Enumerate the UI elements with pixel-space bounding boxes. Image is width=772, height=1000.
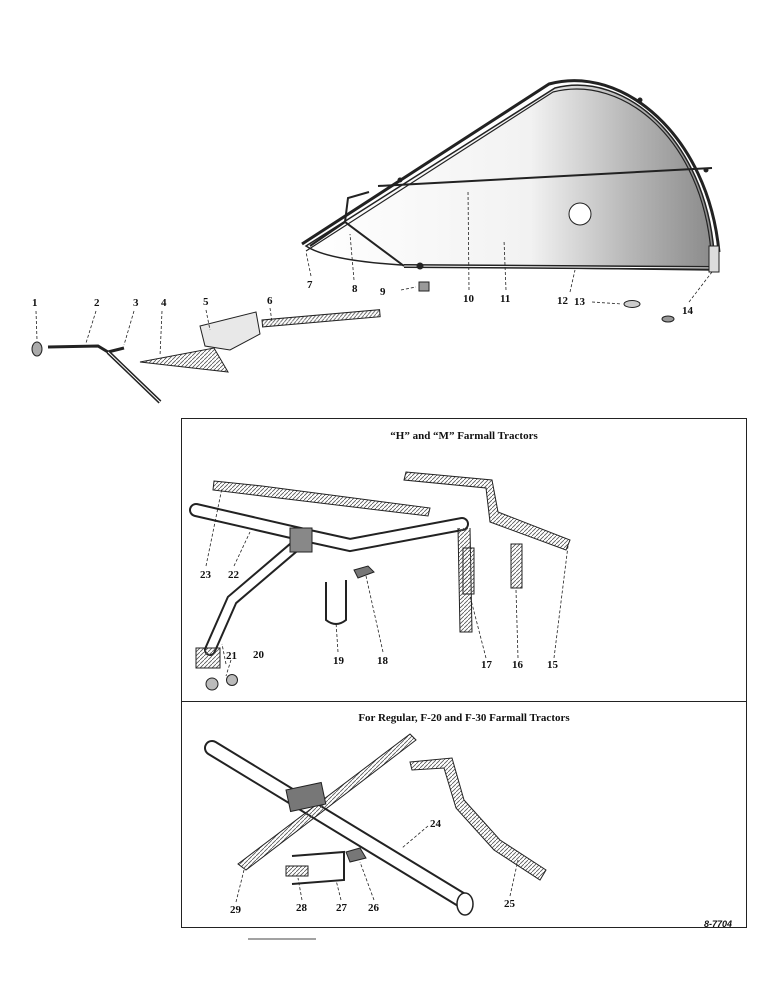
callout-10: 10 [463, 293, 474, 305]
callout-28: 28 [296, 902, 307, 914]
callout-26: 26 [368, 902, 379, 914]
divider-rod-part-6 [262, 310, 380, 327]
bolt-part-9 [419, 282, 429, 291]
callout-24: 24 [430, 818, 441, 830]
callout-29: 29 [230, 904, 241, 916]
callout-22: 22 [228, 569, 239, 581]
callout-11: 11 [500, 293, 511, 305]
callout-3: 3 [133, 297, 139, 309]
lever-parts [32, 310, 380, 402]
panel-title-hm: “H” and “M” Farmall Tractors [390, 430, 538, 442]
callout-23: 23 [200, 569, 211, 581]
callout-15: 15 [547, 659, 558, 671]
panel-title-regular: For Regular, F-20 and F-30 Farmall Tractors [358, 712, 570, 724]
callout-12: 12 [557, 295, 568, 307]
callout-6: 6 [267, 295, 273, 307]
callout-25: 25 [504, 898, 515, 910]
guard-hole [569, 203, 591, 225]
nut-part-13 [624, 301, 674, 323]
knob-part-1 [32, 342, 42, 356]
callout-9: 9 [380, 286, 386, 298]
callout-19: 19 [333, 655, 344, 667]
callout-20: 20 [253, 649, 264, 661]
callout-8: 8 [352, 283, 358, 295]
guard-clamp [709, 246, 719, 272]
divider-point-part-4 [140, 348, 228, 372]
callout-17: 17 [481, 659, 492, 671]
callout-5: 5 [203, 296, 209, 308]
callout-13: 13 [574, 296, 585, 308]
callout-21: 21 [226, 650, 237, 662]
regular-tractors-panel [181, 701, 747, 928]
callout-1: 1 [32, 297, 38, 309]
callout-18: 18 [377, 655, 388, 667]
callout-2: 2 [94, 297, 100, 309]
callout-16: 16 [512, 659, 523, 671]
divider-shoe-part-5 [200, 312, 260, 350]
callout-14: 14 [682, 305, 693, 317]
lever-part-2 [48, 346, 124, 352]
callout-7: 7 [307, 279, 313, 291]
callout-4: 4 [161, 297, 167, 309]
hm-tractors-panel [181, 418, 747, 702]
guard-assembly [302, 81, 719, 272]
callout-27: 27 [336, 902, 347, 914]
figure-code: 8-7704 [704, 919, 733, 929]
